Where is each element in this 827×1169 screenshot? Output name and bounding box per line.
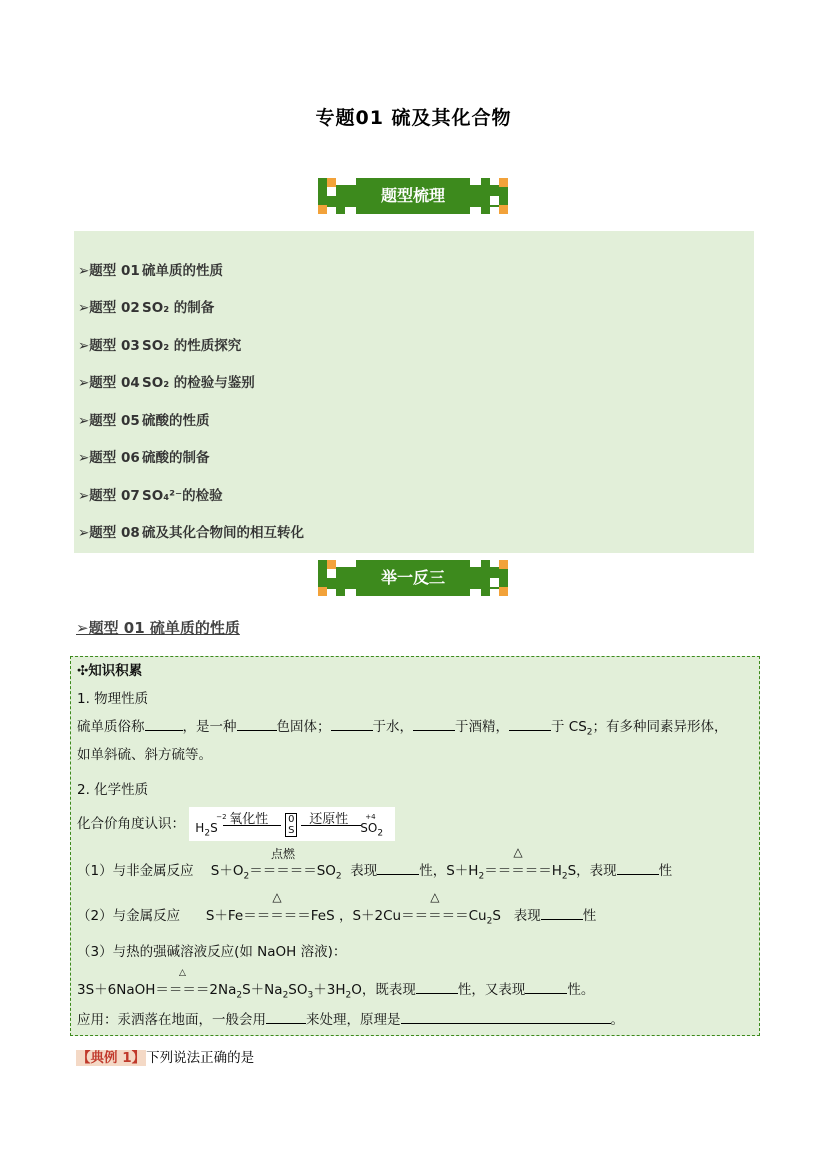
example-1: [76, 1046, 254, 1066]
toc-item[interactable]: ➢题型 03 SO₂ 的性质探究: [78, 338, 242, 354]
blank[interactable]: [377, 860, 419, 875]
reaction-3: 3S＋6NaOH＝＝＝＝ △ $2Na_2S+Na_2SO_3+3H_2O$，既表现 性，又表现 性。: [77, 968, 595, 1001]
toc-item[interactable]: ➢题型 06 硫酸的制备: [78, 450, 210, 466]
blank[interactable]: [145, 716, 183, 731]
page-title: 专题01 硫及其化合物: [315, 107, 512, 129]
blank[interactable]: [401, 1009, 611, 1024]
toc-item[interactable]: ➢题型 08 硫及其化合物间的相互转化: [78, 525, 304, 541]
blank[interactable]: [331, 716, 373, 731]
reaction-3-label: （3）与热的强碱溶液反应(如 NaOH 溶液)：: [77, 944, 347, 960]
valence-scheme: $H_2S$ −2 氧化性 0 S 还原性 $SO_2$ +4: [189, 807, 395, 841]
reaction-2: （2）与金属反应 S＋Fe＝＝＝＝＝ △ FeS ，S＋2Cu＝＝＝＝＝ △ $Cu_2S$ 表现 性: [77, 890, 597, 927]
toc-box: [74, 231, 754, 553]
knowledge-box: [70, 656, 760, 1036]
toc-item[interactable]: ➢题型 05 硫酸的性质: [78, 413, 210, 429]
blank[interactable]: [509, 716, 551, 731]
banner-label: 举一反三: [356, 560, 470, 596]
toc-item[interactable]: ➢题型 02 SO₂ 的制备: [78, 300, 215, 316]
example-text: 下列说法正确的是: [146, 1050, 255, 1066]
example-tag: 【典例 1】: [77, 1050, 146, 1066]
banner-label: 题型梳理: [356, 178, 470, 214]
application-line: 应用：汞洒落在地面，一般会用 来处理，原理是 。: [77, 1008, 624, 1028]
physical-line-1: 硫单质俗称 ，是一种 色固体； 于水， 于酒精， 于 $CS_2$；有多种同素异形体，: [77, 715, 728, 738]
reaction-1: （1）与非金属反应 $S+O_2=====$ 点燃 $SO_2$ 表现 性，$S+H_2=====$ △ $H_2S$，表现 性: [77, 845, 673, 882]
toc-item[interactable]: ➢题型 01 硫单质的性质: [78, 263, 223, 279]
blank[interactable]: [266, 1009, 306, 1024]
blank[interactable]: [413, 716, 455, 731]
blank[interactable]: [525, 979, 567, 994]
toc-item[interactable]: ➢题型 04 SO₂ 的检验与鉴别: [78, 375, 255, 391]
blank[interactable]: [237, 716, 277, 731]
section-heading[interactable]: ➢题型 01 硫单质的性质: [76, 619, 240, 637]
toc-item[interactable]: ➢题型 07 SO₄²⁻的检验: [78, 488, 223, 504]
blank[interactable]: [416, 979, 458, 994]
valence-line: 化合价角度认识： $H_2S$ −2 氧化性 0 S 还原性 $SO_2$ +4: [77, 807, 395, 841]
chemical-title: 2. 化学性质: [77, 782, 149, 798]
banner-practice: [318, 560, 508, 596]
physical-title: 1. 物理性质: [77, 691, 149, 707]
blank[interactable]: [617, 860, 659, 875]
knowledge-heading: ✣知识积累: [77, 663, 143, 679]
blank[interactable]: [541, 905, 583, 920]
banner-question-types: [318, 178, 508, 214]
physical-line-2: 如单斜硫、斜方硫等。: [77, 747, 212, 763]
